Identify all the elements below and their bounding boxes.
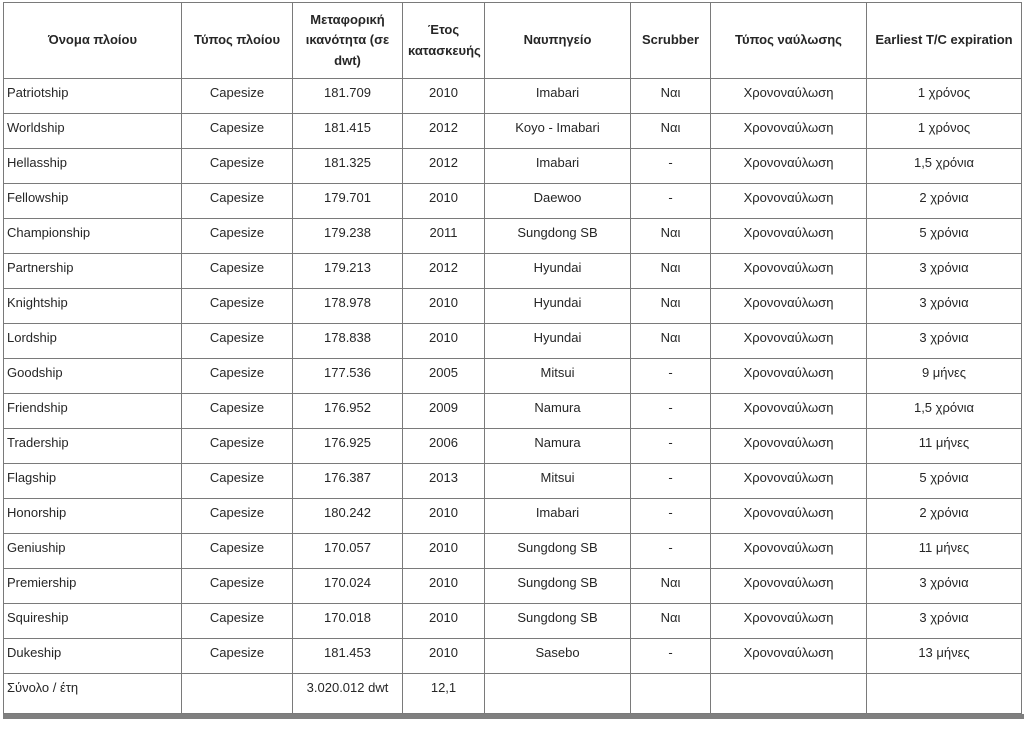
type-cell: Capesize [182, 149, 293, 184]
scrubber-cell: - [631, 149, 711, 184]
name-cell: Premiership [4, 569, 182, 604]
name-cell: Σύνολο / έτη [4, 674, 182, 714]
expiration-cell: 3 χρόνια [867, 289, 1022, 324]
shipyard-cell: Imabari [485, 149, 631, 184]
table-row [4, 79, 1022, 114]
charter-cell: Χρονοναύλωση [711, 254, 867, 289]
year-cell: 2010 [403, 604, 485, 639]
table-row [4, 359, 1022, 394]
expiration-cell: 1,5 χρόνια [867, 394, 1022, 429]
shipyard-cell: Hyundai [485, 324, 631, 359]
fleet-table [3, 2, 1022, 714]
dwt-cell: 178.978 [293, 289, 403, 324]
expiration-cell: 2 χρόνια [867, 499, 1022, 534]
table-row [4, 394, 1022, 429]
shipyard-cell: Mitsui [485, 464, 631, 499]
type-cell [182, 674, 293, 714]
dwt-cell: 178.838 [293, 324, 403, 359]
column-header-name: Όνομα πλοίου [4, 3, 182, 79]
name-cell: Flagship [4, 464, 182, 499]
dwt-cell: 181.709 [293, 79, 403, 114]
scrubber-cell: - [631, 394, 711, 429]
year-cell: 2013 [403, 464, 485, 499]
dwt-cell: 181.325 [293, 149, 403, 184]
type-cell: Capesize [182, 79, 293, 114]
dwt-cell: 170.018 [293, 604, 403, 639]
expiration-cell: 3 χρόνια [867, 324, 1022, 359]
year-cell: 2005 [403, 359, 485, 394]
shipyard-cell: Mitsui [485, 359, 631, 394]
expiration-cell: 5 χρόνια [867, 464, 1022, 499]
scrubber-cell: Ναι [631, 604, 711, 639]
table-bottom-border [3, 714, 1024, 719]
name-cell: Squireship [4, 604, 182, 639]
dwt-cell: 3.020.012 dwt [293, 674, 403, 714]
year-cell: 2010 [403, 184, 485, 219]
shipyard-cell: Imabari [485, 499, 631, 534]
charter-cell: Χρονοναύλωση [711, 534, 867, 569]
charter-cell: Χρονοναύλωση [711, 569, 867, 604]
expiration-cell: 3 χρόνια [867, 604, 1022, 639]
table-row [4, 254, 1022, 289]
scrubber-cell: - [631, 464, 711, 499]
type-cell: Capesize [182, 219, 293, 254]
shipyard-cell: Sungdong SB [485, 534, 631, 569]
type-cell: Capesize [182, 184, 293, 219]
shipyard-cell: Koyo - Imabari [485, 114, 631, 149]
charter-cell [711, 674, 867, 714]
charter-cell: Χρονοναύλωση [711, 79, 867, 114]
dwt-cell: 170.024 [293, 569, 403, 604]
shipyard-cell: Daewoo [485, 184, 631, 219]
scrubber-cell: - [631, 499, 711, 534]
shipyard-cell [485, 674, 631, 714]
column-header-expiration: Earliest T/C expiration [867, 3, 1022, 79]
dwt-cell: 181.453 [293, 639, 403, 674]
name-cell: Tradership [4, 429, 182, 464]
expiration-cell: 9 μήνες [867, 359, 1022, 394]
shipyard-cell: Sungdong SB [485, 569, 631, 604]
column-header-dwt: Μεταφορική ικανότητα (σε dwt) [293, 3, 403, 79]
charter-cell: Χρονοναύλωση [711, 359, 867, 394]
table-row [4, 499, 1022, 534]
year-cell: 2010 [403, 79, 485, 114]
table-row [4, 464, 1022, 499]
charter-cell: Χρονοναύλωση [711, 464, 867, 499]
type-cell: Capesize [182, 499, 293, 534]
expiration-cell: 3 χρόνια [867, 569, 1022, 604]
dwt-cell: 170.057 [293, 534, 403, 569]
type-cell: Capesize [182, 394, 293, 429]
shipyard-cell: Sungdong SB [485, 604, 631, 639]
table-row [4, 289, 1022, 324]
dwt-cell: 179.701 [293, 184, 403, 219]
scrubber-cell: Ναι [631, 569, 711, 604]
column-header-type: Τύπος πλοίου [182, 3, 293, 79]
type-cell: Capesize [182, 429, 293, 464]
shipyard-cell: Hyundai [485, 254, 631, 289]
charter-cell: Χρονοναύλωση [711, 604, 867, 639]
shipyard-cell: Sungdong SB [485, 219, 631, 254]
name-cell: Patriotship [4, 79, 182, 114]
type-cell: Capesize [182, 114, 293, 149]
shipyard-cell: Sasebo [485, 639, 631, 674]
year-cell: 2010 [403, 569, 485, 604]
table-row [4, 569, 1022, 604]
column-header-year: Έτος κατασκευής [403, 3, 485, 79]
charter-cell: Χρονοναύλωση [711, 499, 867, 534]
expiration-cell: 11 μήνες [867, 429, 1022, 464]
charter-cell: Χρονοναύλωση [711, 219, 867, 254]
table-row [4, 324, 1022, 359]
name-cell: Fellowship [4, 184, 182, 219]
charter-cell: Χρονοναύλωση [711, 394, 867, 429]
expiration-cell: 13 μήνες [867, 639, 1022, 674]
expiration-cell [867, 674, 1022, 714]
table-row [4, 429, 1022, 464]
name-cell: Partnership [4, 254, 182, 289]
shipyard-cell: Imabari [485, 79, 631, 114]
scrubber-cell: Ναι [631, 219, 711, 254]
year-cell: 12,1 [403, 674, 485, 714]
name-cell: Hellasship [4, 149, 182, 184]
shipyard-cell: Namura [485, 429, 631, 464]
table-row [4, 184, 1022, 219]
expiration-cell: 2 χρόνια [867, 184, 1022, 219]
scrubber-cell [631, 674, 711, 714]
year-cell: 2012 [403, 114, 485, 149]
year-cell: 2011 [403, 219, 485, 254]
expiration-cell: 11 μήνες [867, 534, 1022, 569]
scrubber-cell: Ναι [631, 114, 711, 149]
table-row [4, 219, 1022, 254]
dwt-cell: 176.952 [293, 394, 403, 429]
table-row [4, 114, 1022, 149]
type-cell: Capesize [182, 639, 293, 674]
name-cell: Knightship [4, 289, 182, 324]
dwt-cell: 176.387 [293, 464, 403, 499]
name-cell: Geniuship [4, 534, 182, 569]
year-cell: 2009 [403, 394, 485, 429]
type-cell: Capesize [182, 464, 293, 499]
shipyard-cell: Namura [485, 394, 631, 429]
dwt-cell: 180.242 [293, 499, 403, 534]
scrubber-cell: - [631, 534, 711, 569]
type-cell: Capesize [182, 534, 293, 569]
year-cell: 2010 [403, 499, 485, 534]
expiration-cell: 1,5 χρόνια [867, 149, 1022, 184]
fleet-table-body [4, 79, 1022, 714]
expiration-cell: 1 χρόνος [867, 79, 1022, 114]
charter-cell: Χρονοναύλωση [711, 324, 867, 359]
charter-cell: Χρονοναύλωση [711, 429, 867, 464]
table-row [4, 639, 1022, 674]
type-cell: Capesize [182, 324, 293, 359]
table-row [4, 534, 1022, 569]
name-cell: Dukeship [4, 639, 182, 674]
charter-cell: Χρονοναύλωση [711, 184, 867, 219]
year-cell: 2010 [403, 534, 485, 569]
charter-cell: Χρονοναύλωση [711, 289, 867, 324]
charter-cell: Χρονοναύλωση [711, 114, 867, 149]
scrubber-cell: - [631, 429, 711, 464]
fleet-table-header [4, 3, 1022, 79]
name-cell: Goodship [4, 359, 182, 394]
scrubber-cell: - [631, 639, 711, 674]
year-cell: 2010 [403, 639, 485, 674]
name-cell: Friendship [4, 394, 182, 429]
year-cell: 2006 [403, 429, 485, 464]
expiration-cell: 5 χρόνια [867, 219, 1022, 254]
type-cell: Capesize [182, 604, 293, 639]
year-cell: 2012 [403, 254, 485, 289]
name-cell: Worldship [4, 114, 182, 149]
dwt-cell: 181.415 [293, 114, 403, 149]
type-cell: Capesize [182, 359, 293, 394]
name-cell: Honorship [4, 499, 182, 534]
dwt-cell: 179.238 [293, 219, 403, 254]
type-cell: Capesize [182, 569, 293, 604]
scrubber-cell: - [631, 184, 711, 219]
dwt-cell: 176.925 [293, 429, 403, 464]
expiration-cell: 1 χρόνος [867, 114, 1022, 149]
table-row [4, 604, 1022, 639]
dwt-cell: 177.536 [293, 359, 403, 394]
header-row [4, 3, 1022, 79]
column-header-charter: Τύπος ναύλωσης [711, 3, 867, 79]
name-cell: Lordship [4, 324, 182, 359]
scrubber-cell: - [631, 359, 711, 394]
type-cell: Capesize [182, 289, 293, 324]
type-cell: Capesize [182, 254, 293, 289]
shipyard-cell: Hyundai [485, 289, 631, 324]
column-header-shipyard: Ναυπηγείο [485, 3, 631, 79]
year-cell: 2010 [403, 324, 485, 359]
charter-cell: Χρονοναύλωση [711, 149, 867, 184]
year-cell: 2010 [403, 289, 485, 324]
total-row [4, 674, 1022, 714]
scrubber-cell: Ναι [631, 289, 711, 324]
year-cell: 2012 [403, 149, 485, 184]
expiration-cell: 3 χρόνια [867, 254, 1022, 289]
column-header-scrubber: Scrubber [631, 3, 711, 79]
name-cell: Championship [4, 219, 182, 254]
dwt-cell: 179.213 [293, 254, 403, 289]
charter-cell: Χρονοναύλωση [711, 639, 867, 674]
scrubber-cell: Ναι [631, 79, 711, 114]
table-row [4, 149, 1022, 184]
scrubber-cell: Ναι [631, 254, 711, 289]
scrubber-cell: Ναι [631, 324, 711, 359]
